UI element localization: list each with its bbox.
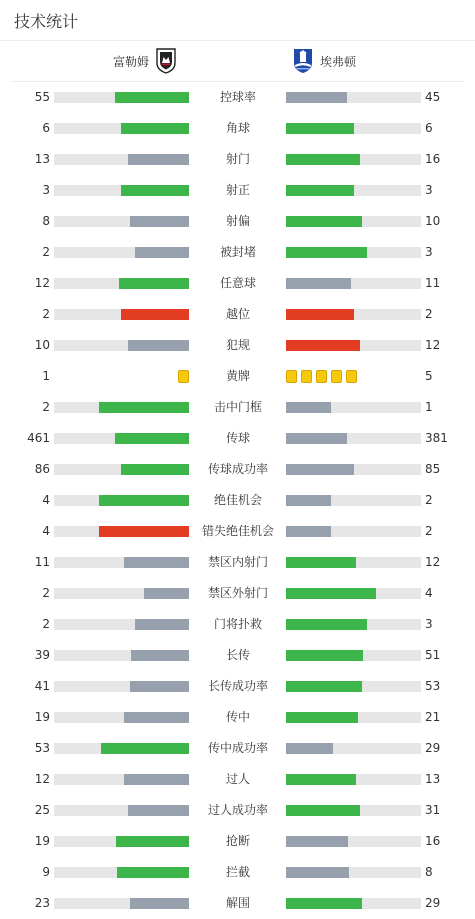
- away-stat-bar: [286, 154, 360, 165]
- home-stat-bar: [128, 154, 189, 165]
- home-stat-value: 9: [42, 865, 50, 879]
- home-stat-bar: [119, 278, 189, 289]
- home-stat-value: 2: [42, 400, 50, 414]
- away-stat-bar: [286, 340, 360, 351]
- home-stat-bar: [124, 712, 189, 723]
- home-stat-bar: [115, 92, 189, 103]
- away-stat-bar-track: [286, 340, 421, 351]
- stat-row: [0, 671, 475, 702]
- home-stat-value: 2: [42, 307, 50, 321]
- home-stat-value: 13: [34, 152, 50, 166]
- away-stat-value: 3: [425, 183, 433, 197]
- stat-row: [0, 764, 475, 795]
- home-stat-value: 2: [42, 617, 50, 631]
- away-stat-bar: [286, 619, 367, 630]
- home-stat-bar: [121, 185, 189, 196]
- away-stat-bar: [286, 92, 347, 103]
- away-stat-value: 10: [425, 214, 441, 228]
- away-stat-bar-track: [286, 123, 421, 134]
- home-stat-bar: [99, 495, 189, 506]
- home-stat-bar: [135, 619, 189, 630]
- away-stat-bar: [286, 464, 354, 475]
- stat-row: [0, 423, 475, 454]
- home-stat-bar-track: [54, 712, 189, 723]
- away-stat-bar: [286, 836, 348, 847]
- away-stat-bar: [286, 557, 356, 568]
- away-team-name: 埃弗顿: [320, 54, 357, 69]
- home-stat-value: 55: [34, 90, 50, 104]
- home-stat-bar-track: [54, 743, 189, 754]
- away-stat-bar-track: [286, 743, 421, 754]
- home-stat-bar-track: [54, 464, 189, 475]
- home-stat-bar: [117, 867, 189, 878]
- away-stat-bar-track: [286, 650, 421, 661]
- away-stat-value: 11: [425, 276, 441, 290]
- home-team-name: 富勒姆: [112, 54, 149, 69]
- stats-list: [0, 82, 475, 919]
- home-stat-bar: [99, 526, 189, 537]
- home-stat-bar-track: [54, 123, 189, 134]
- away-stat-bar-track: [286, 712, 421, 723]
- home-stat-bar-track: [54, 836, 189, 847]
- stat-row: [0, 299, 475, 330]
- home-stat-value: 10: [34, 338, 50, 352]
- home-stat-bar: [131, 650, 189, 661]
- stat-row: [0, 392, 475, 423]
- stat-row: [0, 268, 475, 299]
- away-stat-bar-track: [286, 154, 421, 165]
- away-stat-value: 5: [425, 369, 433, 383]
- home-stat-bar-track: [54, 247, 189, 258]
- away-stat-bar-track: [286, 557, 421, 568]
- home-stat-value: 19: [34, 834, 50, 848]
- home-stat-bar-track: [54, 278, 189, 289]
- away-stat-bar-track: [286, 681, 421, 692]
- stat-row: [0, 516, 475, 547]
- away-stat-bar: [286, 526, 331, 537]
- stat-label: 过人: [225, 772, 250, 786]
- home-stat-bar: [144, 588, 189, 599]
- home-stat-value: 23: [34, 896, 50, 910]
- home-stat-value: 25: [34, 803, 50, 817]
- away-stat-bar: [286, 774, 356, 785]
- away-stat-value: 31: [425, 803, 441, 817]
- everton-crest-icon: [292, 48, 314, 74]
- away-stat-bar: [286, 898, 362, 909]
- home-stat-bar-track: [54, 433, 189, 444]
- away-stat-bar-track: [286, 619, 421, 630]
- home-stat-value: 4: [42, 493, 50, 507]
- away-stat-bar-track: [286, 402, 421, 413]
- yellow-card-icon: [346, 370, 357, 383]
- away-stat-bar: [286, 681, 362, 692]
- away-stat-bar: [286, 805, 360, 816]
- stat-label: 传中: [225, 710, 250, 724]
- home-stat-value: 2: [42, 586, 50, 600]
- home-stat-bar-track: [54, 526, 189, 537]
- home-stat-value: 4: [42, 524, 50, 538]
- stat-row: [0, 361, 475, 392]
- home-stat-value: 461: [27, 431, 50, 445]
- stat-label: 禁区外射门: [207, 586, 268, 600]
- away-yellow-cards: [286, 370, 357, 383]
- stat-label: 绝佳机会: [213, 493, 262, 507]
- stat-label: 犯规: [225, 338, 250, 352]
- home-stat-bar: [128, 805, 189, 816]
- stat-label: 解围: [225, 896, 250, 910]
- stat-label: 长传: [225, 648, 250, 662]
- stat-label: 传球成功率: [207, 462, 268, 476]
- stat-label: 抢断: [225, 834, 250, 848]
- away-stat-value: 29: [425, 896, 441, 910]
- home-stat-bar-track: [54, 309, 189, 320]
- stat-row: [0, 454, 475, 485]
- stat-label: 过人成功率: [207, 803, 268, 817]
- home-stat-bar-track: [54, 898, 189, 909]
- home-stat-value: 86: [34, 462, 50, 476]
- away-team[interactable]: [292, 41, 356, 81]
- section-title: 技术统计: [14, 11, 79, 31]
- fulham-crest-icon: [155, 48, 177, 74]
- away-stat-value: 2: [425, 493, 433, 507]
- away-stat-bar-track: [286, 588, 421, 599]
- home-stat-value: 12: [34, 276, 50, 290]
- stat-row: [0, 330, 475, 361]
- away-stat-value: 53: [425, 679, 441, 693]
- stat-row: [0, 857, 475, 888]
- home-stat-bar: [116, 836, 189, 847]
- home-stat-value: 3: [42, 183, 50, 197]
- away-stat-bar: [286, 588, 376, 599]
- stat-row: [0, 547, 475, 578]
- away-stat-value: 8: [425, 865, 433, 879]
- yellow-card-icon: [316, 370, 327, 383]
- stat-row: [0, 578, 475, 609]
- home-team[interactable]: [113, 41, 177, 81]
- stat-label: 传球: [225, 431, 250, 445]
- home-stat-bar-track: [54, 619, 189, 630]
- away-stat-value: 3: [425, 245, 433, 259]
- home-stat-value: 1: [42, 369, 50, 383]
- stat-row: [0, 144, 475, 175]
- away-stat-value: 16: [425, 834, 441, 848]
- home-stat-bar-track: [54, 402, 189, 413]
- home-stat-bar: [121, 309, 189, 320]
- home-stat-bar-track: [54, 588, 189, 599]
- away-stat-bar: [286, 495, 331, 506]
- home-stat-bar: [121, 464, 189, 475]
- home-stat-bar: [128, 340, 189, 351]
- stat-label: 禁区内射门: [207, 555, 268, 569]
- stat-row: [0, 609, 475, 640]
- away-stat-value: 12: [425, 338, 441, 352]
- home-stat-bar-track: [54, 185, 189, 196]
- away-stat-bar-track: [286, 495, 421, 506]
- stat-row: [0, 702, 475, 733]
- stat-label: 黄牌: [225, 369, 250, 383]
- away-stat-bar: [286, 743, 333, 754]
- home-stat-bar: [130, 898, 189, 909]
- away-stat-bar-track: [286, 433, 421, 444]
- away-stat-value: 4: [425, 586, 433, 600]
- home-stat-bar: [115, 433, 189, 444]
- home-stat-bar: [124, 557, 189, 568]
- stat-label: 拦截: [225, 865, 250, 879]
- stat-label: 传中成功率: [207, 741, 268, 755]
- home-stat-bar-track: [54, 681, 189, 692]
- home-stat-bar: [130, 681, 189, 692]
- away-stat-value: 12: [425, 555, 441, 569]
- yellow-card-icon: [178, 370, 189, 383]
- away-stat-bar-track: [286, 278, 421, 289]
- home-stat-bar-track: [54, 650, 189, 661]
- stat-row: [0, 888, 475, 919]
- yellow-card-icon: [331, 370, 342, 383]
- away-stat-bar: [286, 650, 363, 661]
- away-stat-value: 16: [425, 152, 441, 166]
- away-stat-bar: [286, 867, 349, 878]
- away-stat-bar-track: [286, 805, 421, 816]
- away-stat-value: 13: [425, 772, 441, 786]
- home-stat-bar-track: [54, 216, 189, 227]
- home-stat-bar-track: [54, 92, 189, 103]
- section-header: [0, 0, 475, 41]
- away-stat-bar-track: [286, 464, 421, 475]
- away-stat-bar-track: [286, 526, 421, 537]
- stat-label: 控球率: [219, 90, 256, 104]
- home-stat-bar: [124, 774, 189, 785]
- away-stat-bar: [286, 123, 354, 134]
- yellow-card-icon: [301, 370, 312, 383]
- home-stat-bar-track: [54, 495, 189, 506]
- away-stat-bar-track: [286, 867, 421, 878]
- home-stat-bar: [99, 402, 189, 413]
- home-stat-value: 6: [42, 121, 50, 135]
- away-stat-value: 85: [425, 462, 441, 476]
- stat-row: [0, 733, 475, 764]
- away-stat-value: 1: [425, 400, 433, 414]
- away-stat-bar: [286, 278, 351, 289]
- away-stat-value: 3: [425, 617, 433, 631]
- home-stat-value: 2: [42, 245, 50, 259]
- away-stat-value: 2: [425, 524, 433, 538]
- away-stat-value: 381: [425, 431, 448, 445]
- home-stat-bar: [121, 123, 189, 134]
- stat-label: 射偏: [225, 214, 250, 228]
- home-stat-bar: [101, 743, 189, 754]
- home-stat-bar: [135, 247, 189, 258]
- home-stat-value: 39: [34, 648, 50, 662]
- stat-row: [0, 485, 475, 516]
- stat-label: 被封堵: [219, 245, 256, 259]
- away-stat-bar: [286, 712, 358, 723]
- away-stat-value: 6: [425, 121, 433, 135]
- home-yellow-cards: [178, 370, 189, 383]
- away-stat-bar: [286, 309, 354, 320]
- home-stat-value: 8: [42, 214, 50, 228]
- stat-label: 任意球: [219, 276, 256, 290]
- stat-label: 角球: [225, 121, 250, 135]
- away-stat-bar-track: [286, 185, 421, 196]
- home-stat-bar: [130, 216, 189, 227]
- away-stat-bar: [286, 185, 354, 196]
- away-stat-bar: [286, 433, 347, 444]
- home-stat-bar-track: [54, 774, 189, 785]
- home-stat-value: 11: [34, 555, 50, 569]
- away-stat-bar: [286, 216, 362, 227]
- away-stat-bar: [286, 247, 367, 258]
- away-stat-value: 2: [425, 307, 433, 321]
- away-stat-bar-track: [286, 836, 421, 847]
- away-stat-value: 45: [425, 90, 441, 104]
- yellow-card-icon: [286, 370, 297, 383]
- away-stat-value: 21: [425, 710, 441, 724]
- stat-label: 长传成功率: [207, 679, 268, 693]
- home-stat-bar-track: [54, 805, 189, 816]
- teams-row: [10, 41, 465, 82]
- stat-row: [0, 640, 475, 671]
- away-stat-bar-track: [286, 309, 421, 320]
- stat-row: [0, 237, 475, 268]
- away-stat-bar-track: [286, 774, 421, 785]
- away-stat-bar: [286, 402, 331, 413]
- stat-label: 越位: [225, 307, 250, 321]
- stat-row: [0, 826, 475, 857]
- home-stat-bar-track: [54, 340, 189, 351]
- stat-label: 错失绝佳机会: [201, 524, 274, 538]
- home-stat-bar-track: [54, 154, 189, 165]
- away-stat-bar-track: [286, 92, 421, 103]
- home-stat-value: 19: [34, 710, 50, 724]
- stat-row: [0, 175, 475, 206]
- stat-label: 射正: [225, 183, 250, 197]
- home-stat-bar-track: [54, 867, 189, 878]
- away-stat-value: 29: [425, 741, 441, 755]
- stat-label: 射门: [225, 152, 250, 166]
- stat-label: 击中门框: [213, 400, 262, 414]
- stat-row: [0, 206, 475, 237]
- home-stat-value: 12: [34, 772, 50, 786]
- home-stat-bar-track: [54, 557, 189, 568]
- stat-label: 门将扑救: [213, 617, 262, 631]
- away-stat-bar-track: [286, 216, 421, 227]
- stat-row: [0, 82, 475, 113]
- away-stat-bar-track: [286, 898, 421, 909]
- stat-row: [0, 113, 475, 144]
- home-stat-value: 41: [34, 679, 50, 693]
- stat-row: [0, 795, 475, 826]
- away-stat-value: 51: [425, 648, 441, 662]
- away-stat-bar-track: [286, 247, 421, 258]
- home-stat-value: 53: [34, 741, 50, 755]
